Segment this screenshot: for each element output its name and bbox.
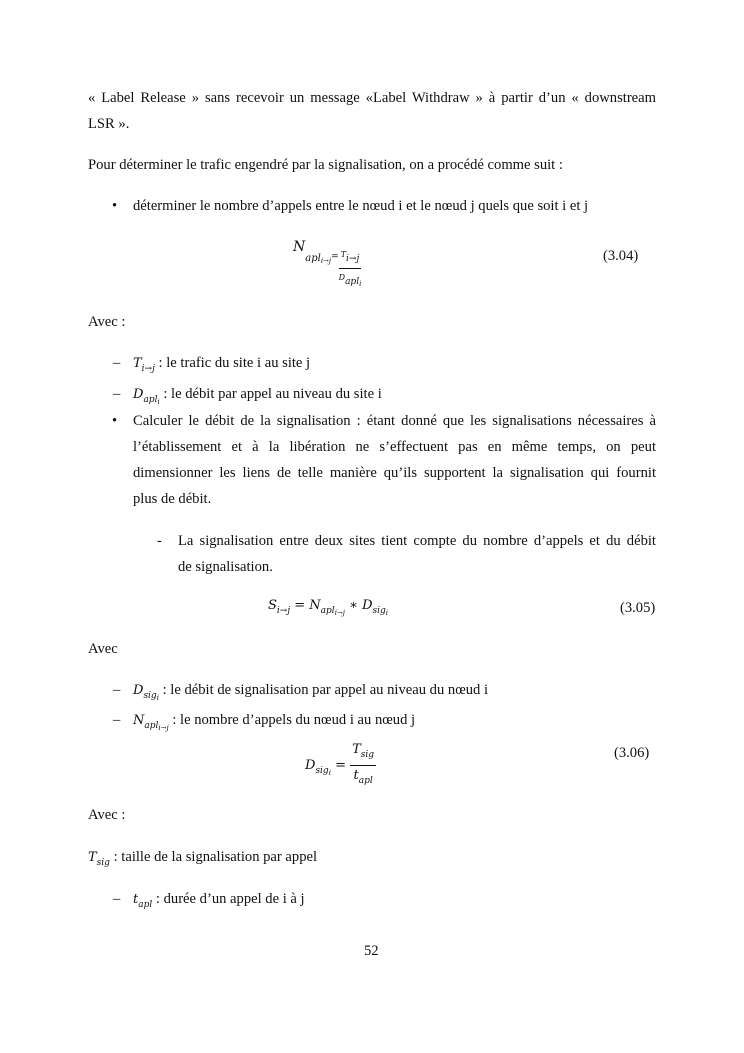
equation-number: (3.06): [614, 745, 650, 761]
sub-item-line: La signalisation entre deux sites tient compte du nombre d’appels et du débit: [178, 533, 656, 549]
bullet-icon: •: [112, 198, 118, 214]
bullet-text: déterminer le nombre d’appels entre le nœud i et le nœud j quels que soit i et j: [133, 198, 589, 214]
bullet-text-line: dimensionner les liens de telle manière qu’ils supportent la signalisation qui fournit: [133, 465, 656, 481]
bullet-text-line: l’établissement et à la libération ne s’effectuent pas en même temps, on peut: [133, 439, 656, 455]
definition-item: $D_{sig_i}$ : le débit de signalisation par appel au niveau du nœud i: [133, 682, 489, 702]
equation-number: (3.04): [603, 248, 639, 264]
definition-item: $T_{i\to j}$ : le trafic du site i au site j: [133, 355, 311, 374]
equation-3-06: $D_{sig_i}$ = $\frac{T_{sig}}{t_{apl}}$: [305, 742, 375, 786]
definition-item: $T_{sig}$ : taille de la signalisation par appel: [88, 849, 318, 868]
label-avec: Avec :: [88, 314, 126, 330]
page-number: 52: [364, 943, 379, 959]
paragraph-line: « Label Release » sans recevoir un message «Label Withdraw » à partir d’un « downstream: [88, 90, 656, 106]
bullet-text-line: plus de débit.: [133, 491, 212, 507]
equation-3-05: $S_{i\to j} = N_{apl_{i\to j}}$ ∗ $D_{sig_i}$: [268, 598, 389, 617]
label-avec: Avec: [88, 641, 118, 657]
dash-icon: –: [113, 386, 121, 402]
dash-icon: –: [113, 891, 121, 907]
definition-item: $N_{apl_{i\to j}}$ : le nombre d’appels du nœud i au nœud j: [133, 712, 416, 732]
bullet-icon: •: [112, 413, 118, 429]
bullet-text-line: Calculer le débit de la signalisation : étant donné que les signalisations nécessaires à: [133, 413, 656, 429]
paragraph-line: LSR ».: [88, 116, 130, 132]
equation-3-04: $N_{apl_{i\to j}=}$ $\frac{T_{i\to j}}{D_{apl_i}}$: [293, 239, 362, 288]
definition-item: $D_{apl_i}$ : le débit par appel au niveau du site i: [133, 386, 382, 406]
equation-number: (3.05): [620, 600, 656, 616]
label-avec: Avec :: [88, 807, 126, 823]
hyphen-icon: -: [157, 533, 162, 549]
paragraph: Pour déterminer le trafic engendré par la signalisation, on a procédé comme suit :: [88, 157, 563, 173]
definition-item: $t_{apl}$ : durée d’un appel de i à j: [133, 891, 305, 910]
dash-icon: –: [113, 355, 121, 371]
dash-icon: –: [113, 682, 121, 698]
dash-icon: –: [113, 712, 121, 728]
sub-item-line: de signalisation.: [178, 559, 273, 575]
